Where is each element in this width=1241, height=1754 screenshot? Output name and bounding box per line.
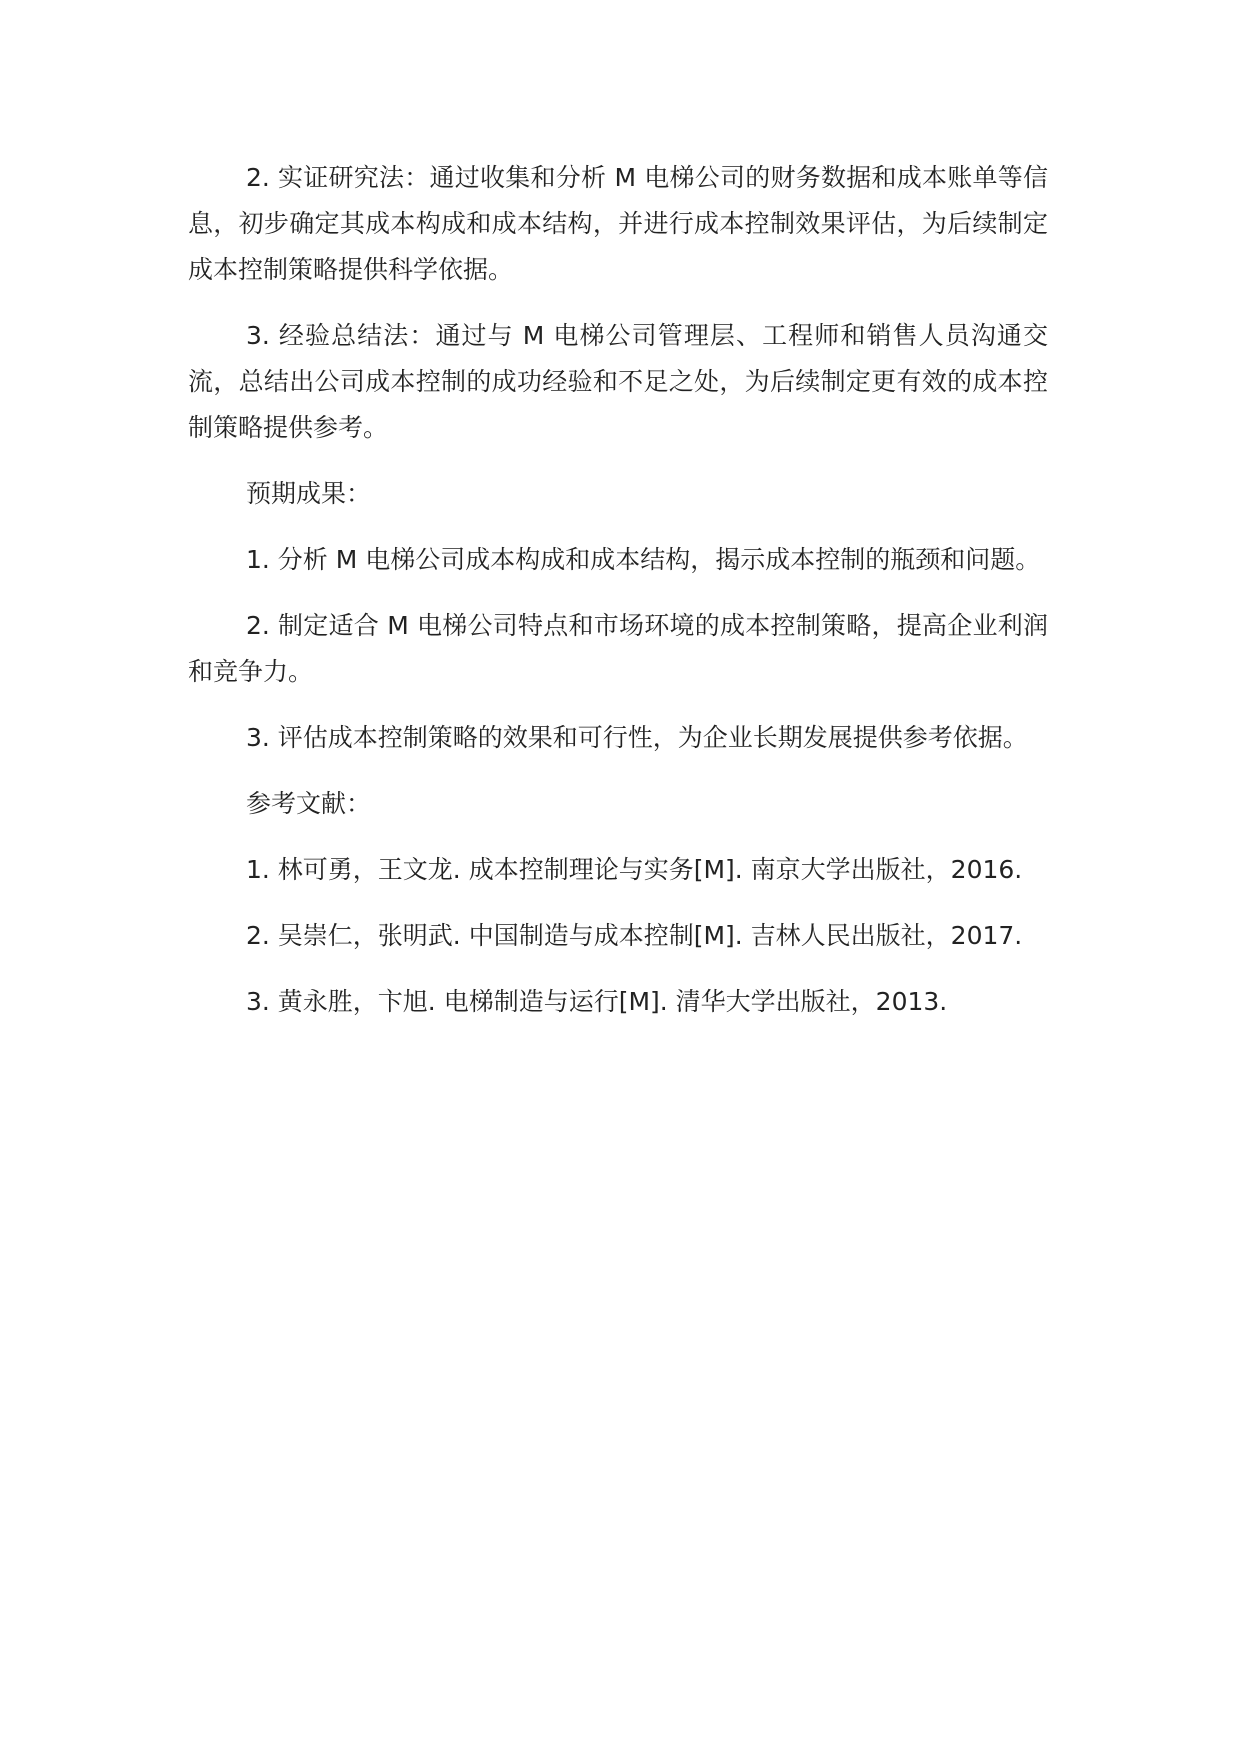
reference-item-2: 2. 吴崇仁，张明武. 中国制造与成本控制[M]. 吉林人民出版社，2017. [246,921,1023,950]
reference-item-3: 3. 黄永胜，卞旭. 电梯制造与运行[M]. 清华大学出版社，2013. [246,987,948,1016]
outcome-item-2: 2. 制定适合 M 电梯公司特点和市场环境的成本控制策略，提高企业利润和竞争力。 [188,611,1048,686]
reference-item-1: 1. 林可勇，王文龙. 成本控制理论与实务[M]. 南京大学出版社，2016. [246,855,1023,884]
method-paragraph-3: 3. 经验总结法：通过与 M 电梯公司管理层、工程师和销售人员沟通交流，总结出公司成本控制的成功经验和不足之处，为后续制定更有效的成本控制策略提供参考。 [188,321,1048,442]
document-page [188,155,1048,1045]
references-heading: 参考文献： [246,789,372,818]
outcomes-heading: 预期成果： [246,479,372,508]
outcome-item-1: 1. 分析 M 电梯公司成本构成和成本结构，揭示成本控制的瓶颈和问题。 [246,545,1041,574]
outcome-item-3: 3. 评估成本控制策略的效果和可行性，为企业长期发展提供参考依据。 [246,723,1028,752]
method-paragraph-2: 2. 实证研究法：通过收集和分析 M 电梯公司的财务数据和成本账单等信息，初步确定其成本构成和成本结构，并进行成本控制效果评估，为后续制定成本控制策略提供科学依据。 [188,163,1048,284]
